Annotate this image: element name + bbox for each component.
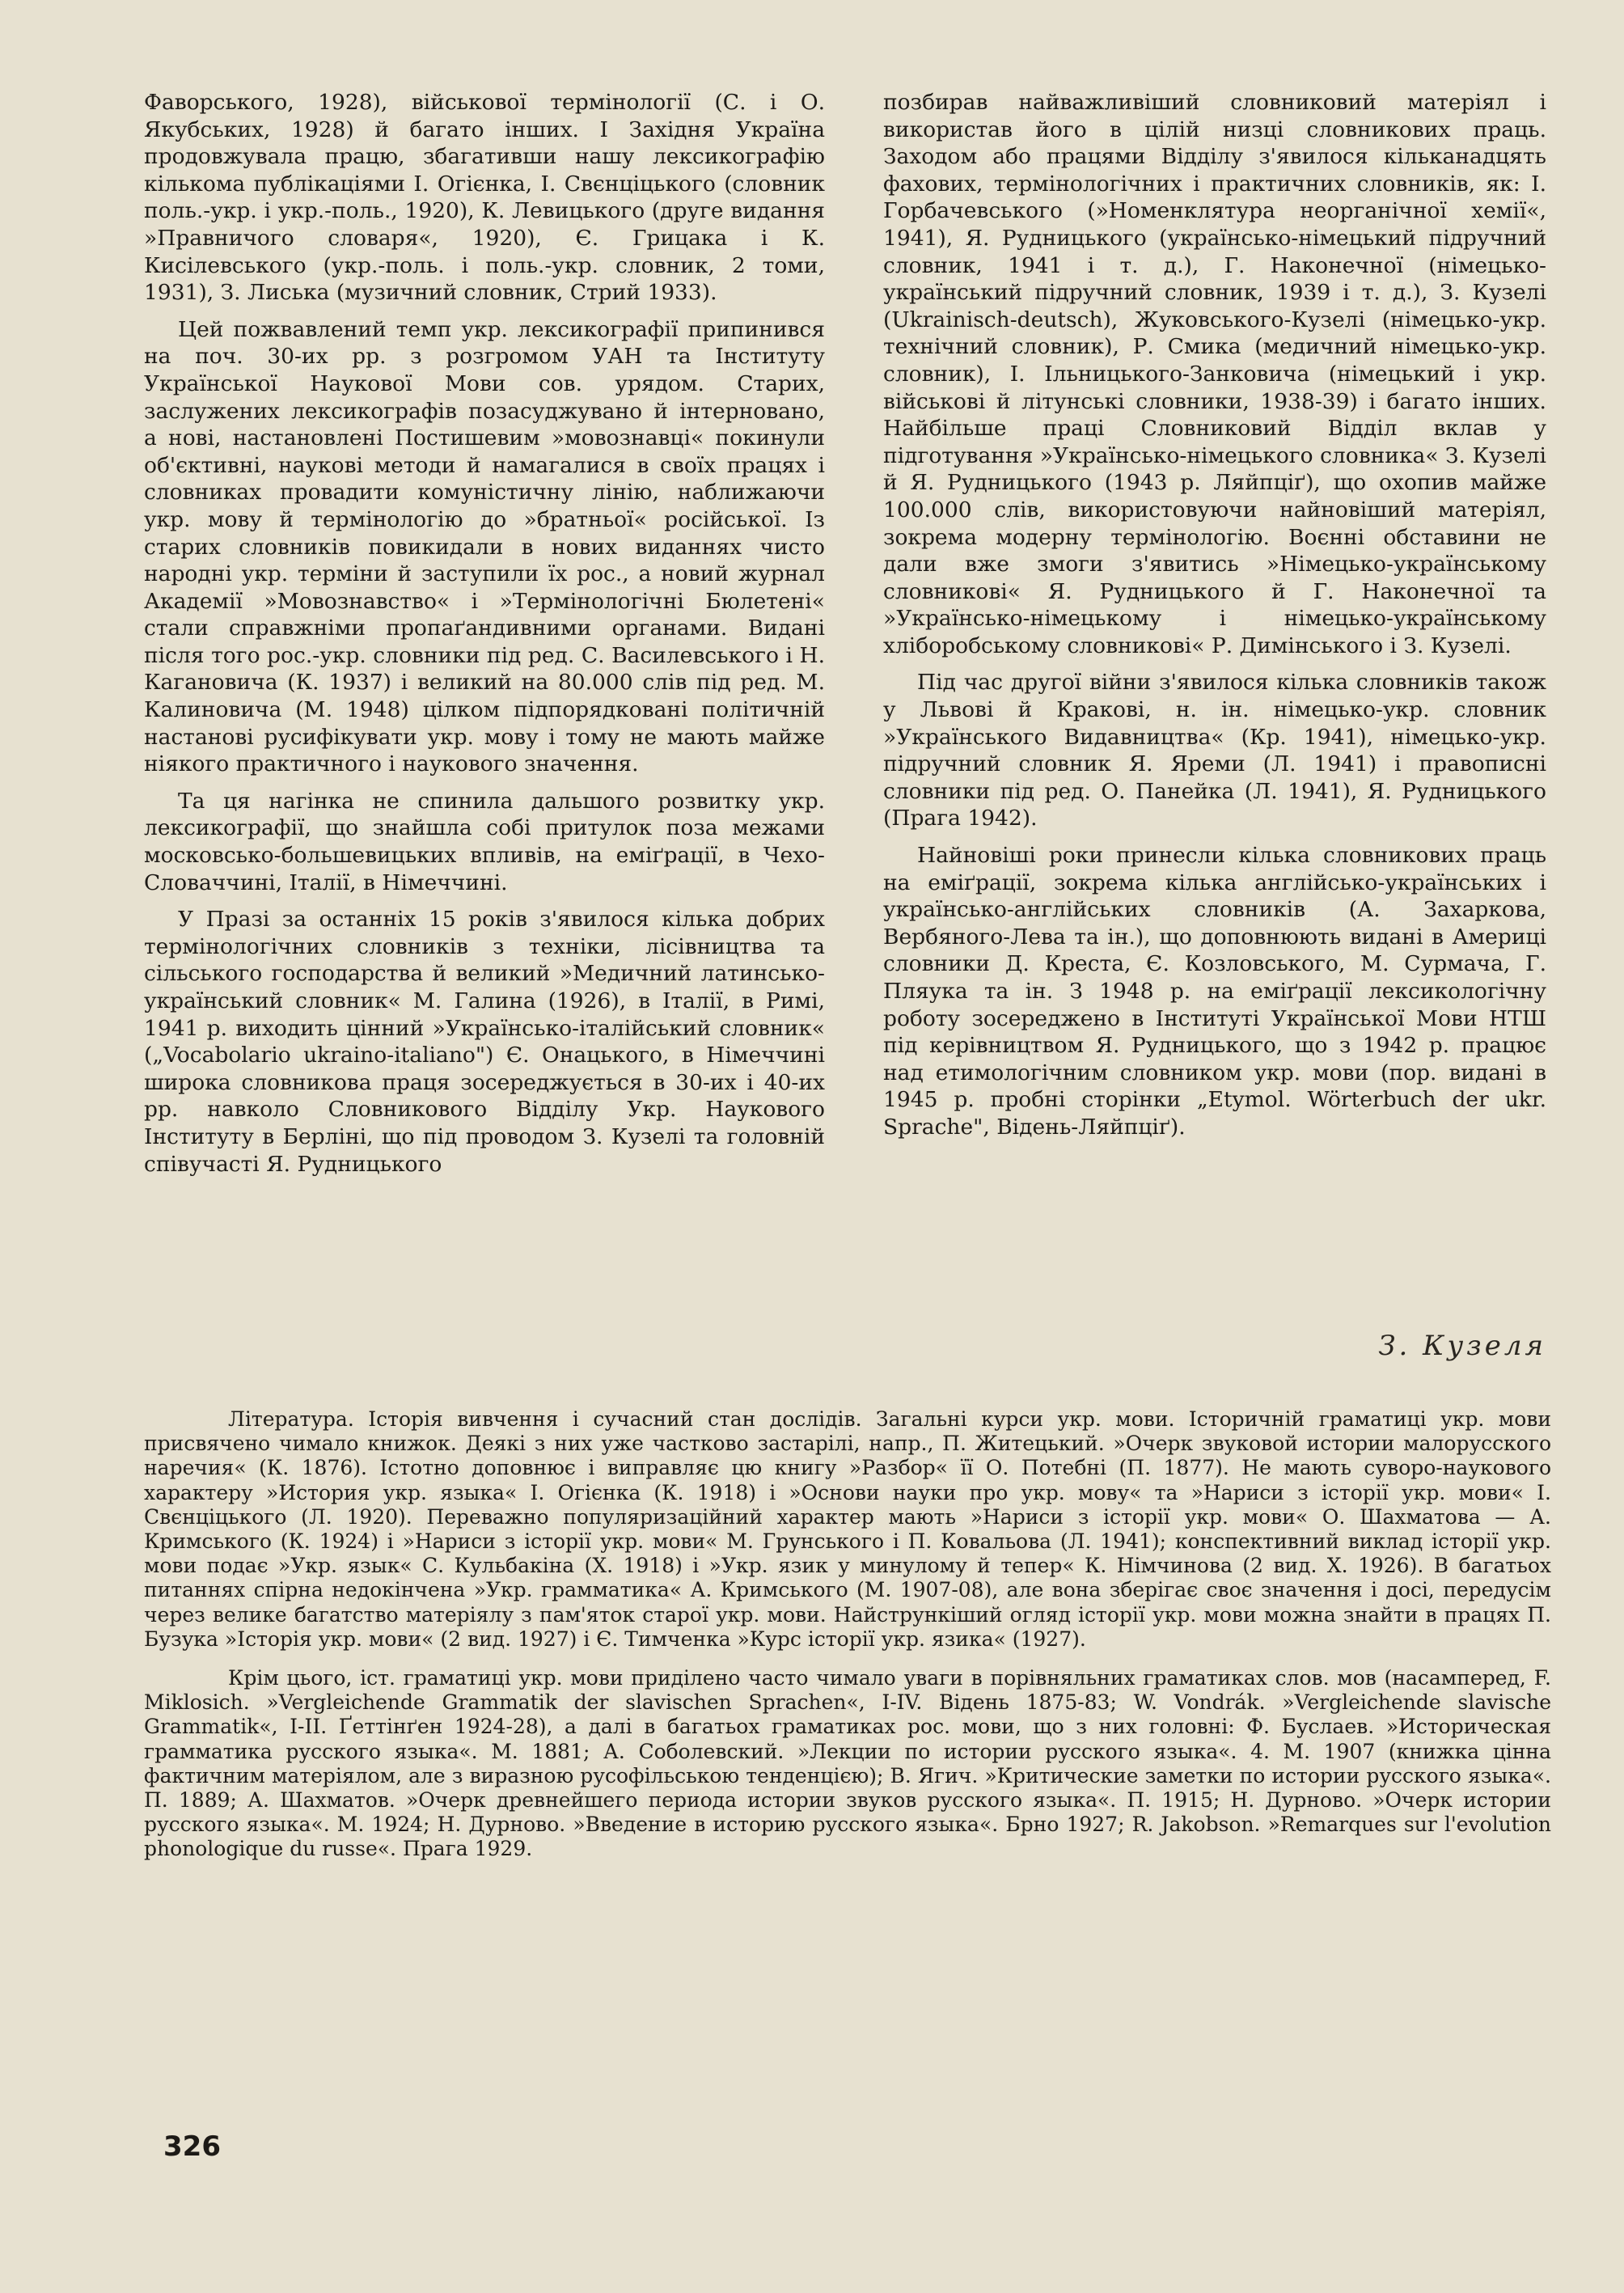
left-paragraph-2: Цей пожвавлений темп укр. лексикографії припинився на поч. 30-их рр. з розгромом УАН та Інституту Української Наукової Мови сов. урядом. Старих, заслужених лексикографів позасуджувано й інтерновано, а нові, настановлені Постишевим »мовознавці« покинули об'єктивні, наукові методи й намагалися в своїх працях і словниках провадити комуністичну лінію, наближаючи укр. мову й термінологію до »братньої« російської. Із старих словників повикидали в нових виданнях чисто народні укр. терміни й заступили їх рос., а новий журнал Академії »Мовознавство« і »Термінологічні Бюлетені« стали справжніми пропаґандивними органами. Видані після того рос.-укр. словники під ред. С. Василевського і Н. Кагановича (К. 1937) і великий на 80.000 слів під ред. М. Калиновича (М. 1948) цілком підпорядковані політичній настанові русифікувати укр. мову і тому не мають майже ніякого практичного і наукового значення. — [144, 316, 825, 777]
author-signature: З. Кузеля — [1378, 1330, 1546, 1362]
left-paragraph-3: Та ця нагінка не спинила дальшого розвитку укр. лексикографії, що знайшла собі притулок поза межами московсько-большевицьких впливів, на еміґрації, в Чехо-Словаччині, Італії, в Німеччині. — [144, 788, 825, 895]
bibliography-section — [144, 1407, 1551, 1876]
bibliography-paragraph-1: Література. Історія вивчення і сучасний стан дослідів. Загальні курси укр. мови. Історичній граматиці укр. мови присвячено чималo книжок. Деякі з них уже частково застарілі, напр., П. Житецький. »Очерк звуковой истории малорусского наречия« (К. 1876). Істотно доповнює і виправляє цю книгу »Разбор« її О. Потебні (П. 1877). Не мають суворо-наукового характеру »История укр. языка« І. Огієнка (К. 1918) і »Основи науки про укр. мову« та »Нариси з історії укр. мови« І. Свєнціцького (Л. 1920). Переважно популяризаційний характер мають »Нариси з історії укр. мови« О. Шахматова — А. Кримського (К. 1924) і »Нариси з історії укр. мови« М. Грунського і П. Ковальова (Л. 1941); конспективний виклад історії укр. мови подає »Укр. язык« С. Кульбакіна (Х. 1918) і »Укр. язик у минулому й тепер« К. Німчинова (2 вид. Х. 1926). В багатьох питаннях спірна недокінчена »Укр. грамматика« А. Кримського (М. 1907-08), але вона зберігає своє значення і досі, передусім через велике багатство матеріялу з пам'яток старої укр. мови. Найстрункіший огляд історії укр. мови можна знайти в працях П. Бузука »Історія укр. мови« (2 вид. 1927) і Є. Тимченка »Курс історії укр. язика« (1927). — [144, 1407, 1551, 1651]
left-column — [144, 89, 825, 1187]
right-paragraph-2: Під час другої війни з'явилося кілька словників також у Львові й Кракові, н. ін. німецько-укр. словник »Українського Видавництва« (Кр. 1941), німецько-укр. підручний словник Я. Яреми (Л. 1941) і правописні словники під ред. О. Панейка (Л. 1941), Я. Рудницького (Прага 1942). — [883, 670, 1546, 831]
right-column — [883, 89, 1546, 1151]
right-paragraph-1: позбирав найважливіший словниковий матеріял і використав його в цілій низці словникових праць. Заходом або працями Відділу з'явилося кільканадцять фахових, термінологічних і практичних словників, як: І. Горбачевського (»Номенклятура неорганічної хемії«, 1941), Я. Рудницького (українсько-німецький підручний словник, 1941 і т. д.), Г. Наконечної (німецько-український підручний словник, 1939 і т. д.), З. Кузелі (Ukrainisch-deutsch), Жуковського-Кузелі (німецько-укр. технічний словник), Р. Смика (медичний німецько-укр. словник), І. Ільницького-Занковича (німецький і укр. військові й літунські словники, 1938-39) і багато інших. Найбільше праці Словниковий Відділ вклав у підготування »Українсько-німецького словника« З. Кузелі й Я. Рудницького (1943 р. Ляйпціґ), що охопив майже 100.000 слів, використовуючи найновіший матеріял, зокрема модерну термінологію. Воєнні обставини не дали вже змоги з'явитись »Німецько-українському словникові« Я. Рудницького й Г. Наконечної та »Українсько-німецькому і німецько-українському хліборобському словникові« Р. Димінського і З. Кузелі. — [883, 90, 1546, 658]
right-paragraph-3: Найновіші роки принесли кілька словникових праць на еміґрації, зокрема кілька англійсько-українських і українсько-англійських словників (А. Захаркова, Вербяного-Лева та ін.), що доповнюють видані в Америці словники Д. Креста, Є. Козловського, М. Сурмача, Г. Пляука та ін. З 1948 р. на еміґрації лексикологічну роботу зосереджено в Інституті Української Мови НТШ під керівництвом Я. Рудницького, що з 1942 р. працює над етимологічним словником укр. мови (пор. видані в 1945 р. пробні сторінки „Etymol. Wörterbuch der ukr. Sprache", Відень-Ляйпціґ). — [883, 843, 1546, 1140]
page-number: 326 — [163, 2130, 221, 2163]
left-paragraph-4: У Празі за останніх 15 років з'явилося кілька добрих термінологічних словників з техніки, лісівництва та сільського господарства й великий »Медичний латинсько-український словник« М. Галина (1926), в Італії, в Римі, 1941 р. виходить цінний »Українсько-італійський словник« („Vocabolario ukraino-italiano") Є. Онацького, в Німеччині широка словникова праця зосереджується в 30-их і 40-их рр. навколо Словникового Відділу Укр. Наукового Інституту в Берліні, що під проводом З. Кузелі та головній співучасті Я. Рудницького — [144, 907, 825, 1177]
bibliography-paragraph-2: Крім цього, іст. граматиці укр. мови приділено часто чимало уваги в порівняльних граматиках слов. мов (насамперед, F. Miklosich. »Vergleichende Grammatik der slavischen Sprachen«, I-IV. Відень 1875-83; W. Vondrák. »Vergleichende slavische Grammatik«, I-II. Ґеттінґен 1924-28), а далі в багатьох граматиках рос. мови, що з них головні: Ф. Буслаев. »Историческая грамматика русского языка«. М. 1881; А. Соболевский. »Лекции по истории русского языка«. 4. М. 1907 (книжка цінна фактичним матеріялом, але з виразною русофільською тенденцією); В. Ягич. »Критические заметки по истории русского языка«. П. 1889; А. Шахматов. »Очерк древнейшего периода истории звуков русского языка«. П. 1915; Н. Дурново. »Очерк истории русского языка«. М. 1924; Н. Дурново. »Введение в историю русского языка«. Брно 1927; R. Jakobson. »Remarques sur l'evolution phonologique du russe«. Прага 1929. — [144, 1666, 1551, 1861]
left-paragraph-1: Фаворського, 1928), військової термінології (С. і О. Якубських, 1928) й багато інших. І Західня Україна продовжувала працю, збагативши нашу лексикографію кількома публікаціями І. Огієнка, І. Свєнціцького (словник поль.-укр. і укр.-поль., 1920), К. Левицького (друге видання »Правничого словаря«, 1920), Є. Грицака і К. Кисілевського (укр.-поль. і поль.-укр. словник, 2 томи, 1931), З. Лиська (музичний словник, Стрий 1933). — [144, 90, 825, 306]
